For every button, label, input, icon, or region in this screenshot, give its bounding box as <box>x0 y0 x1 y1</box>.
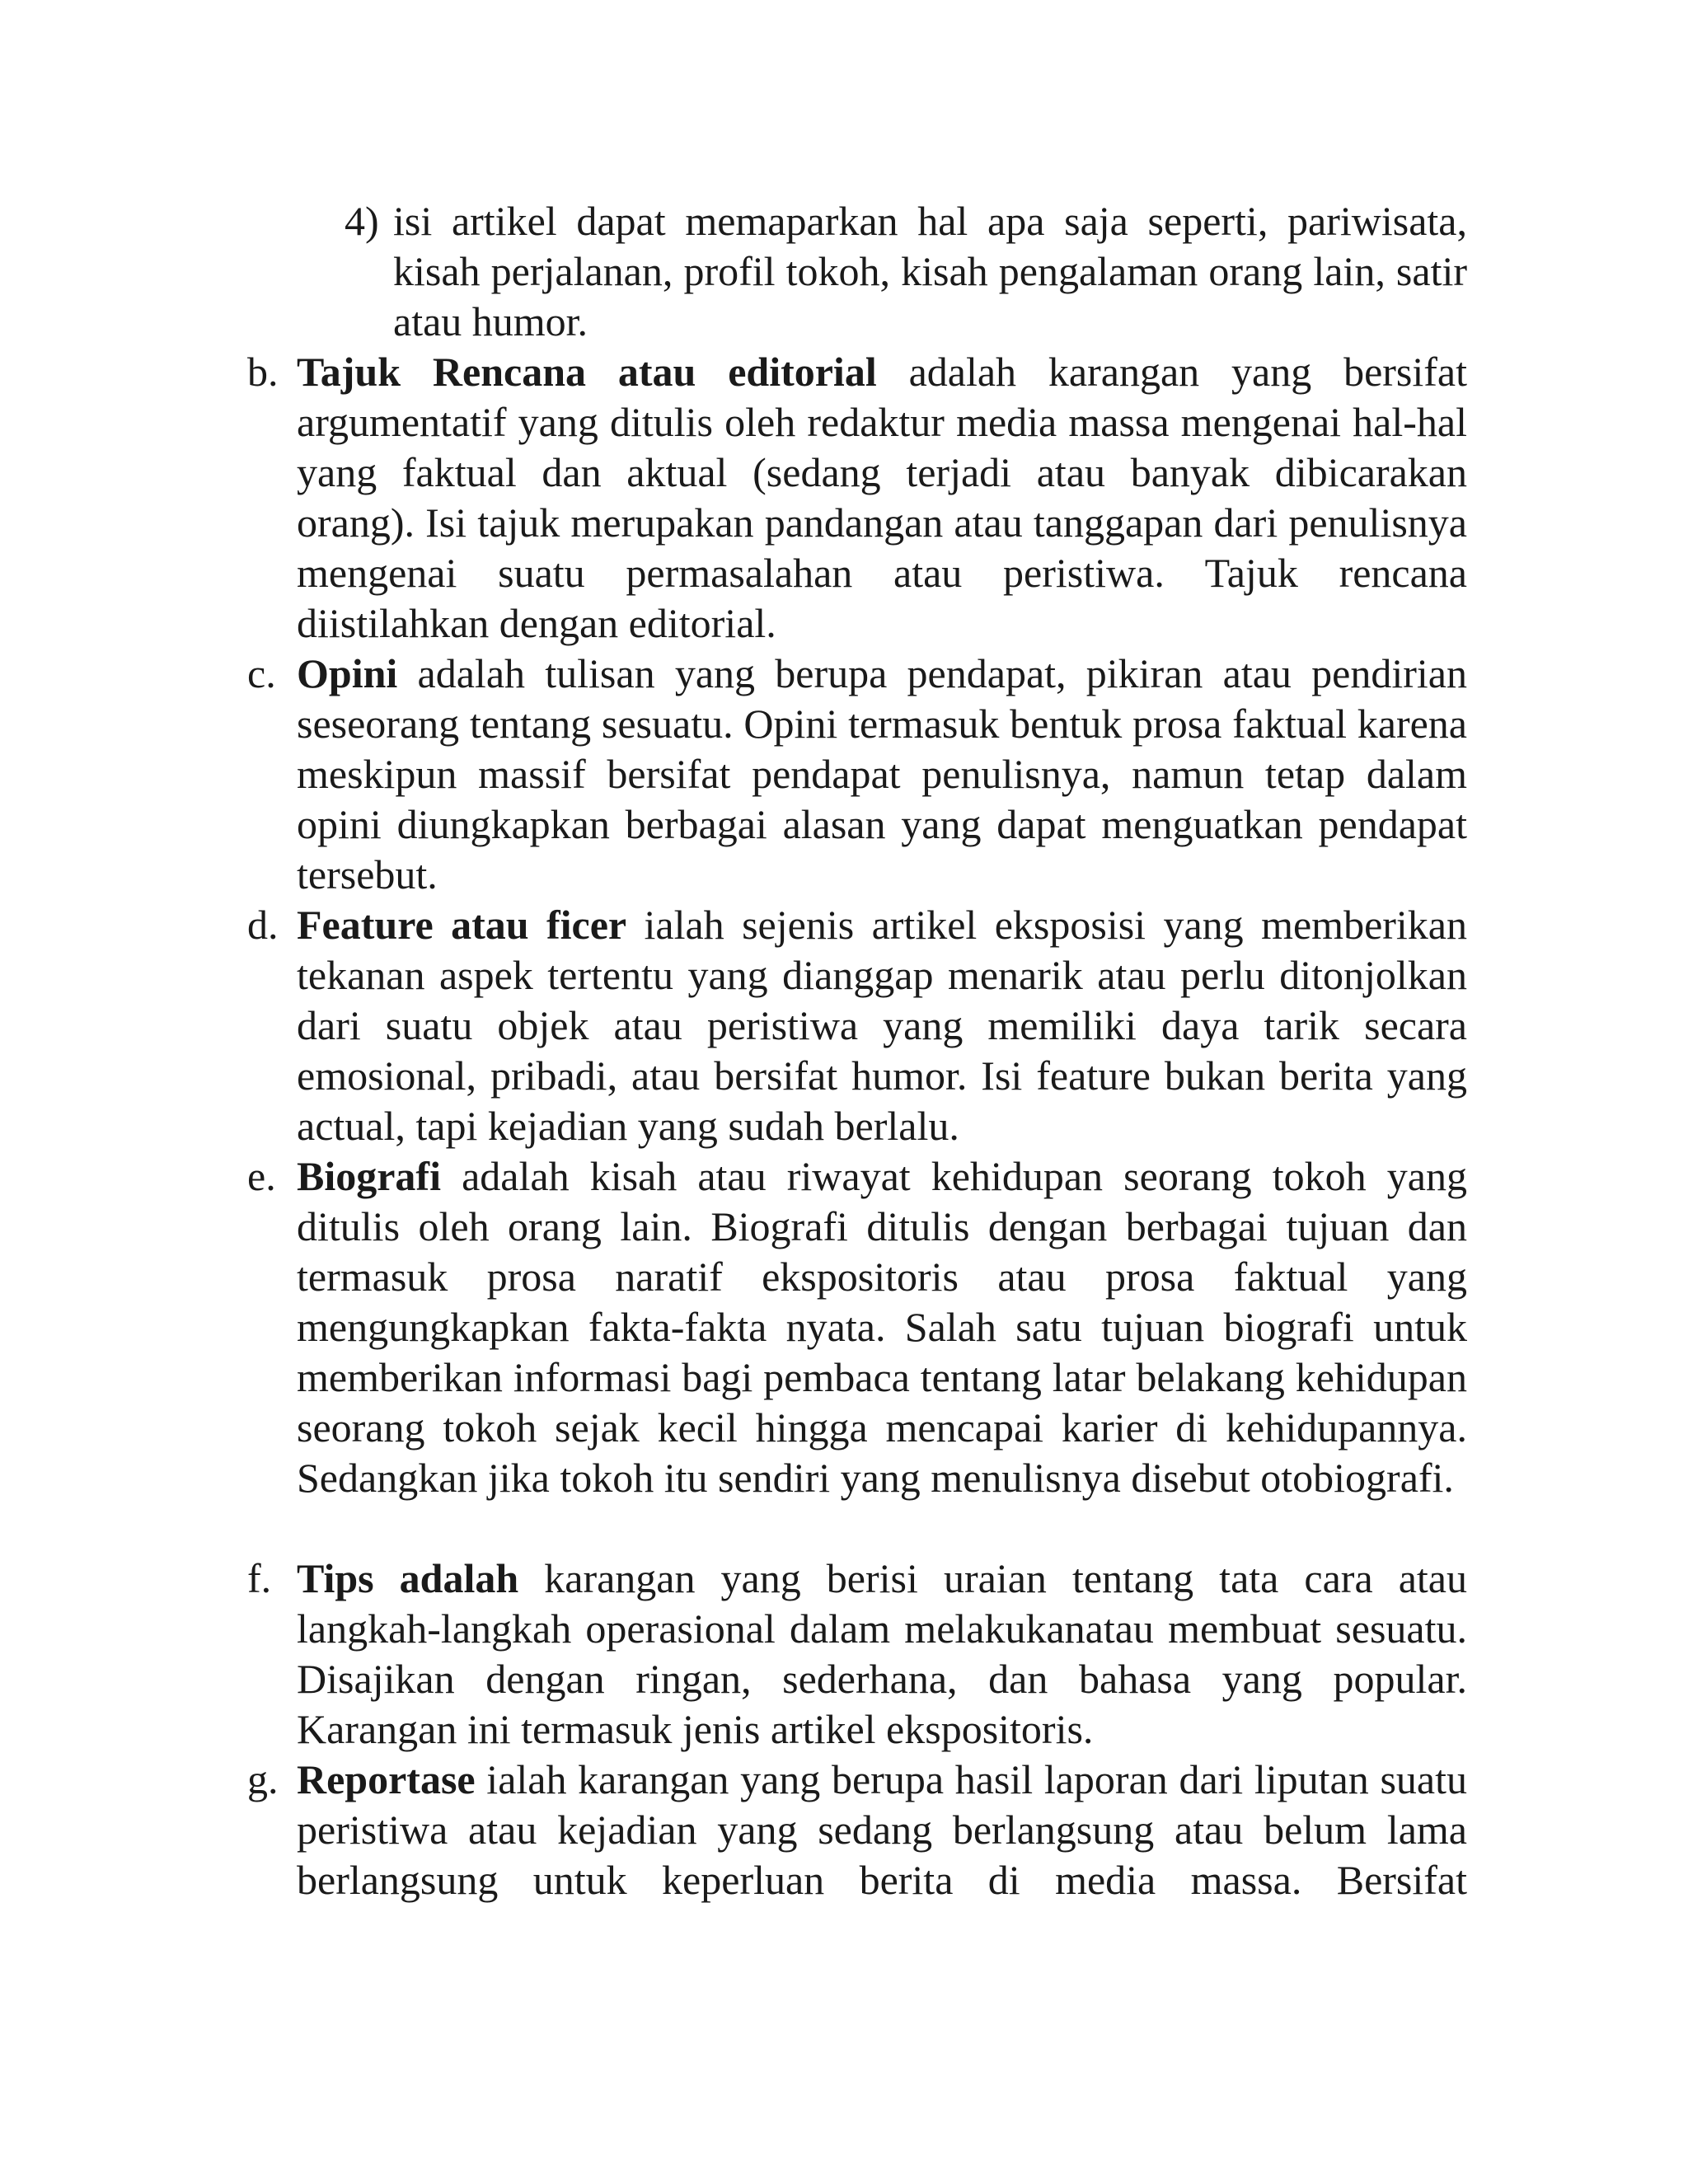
list-item-c-text: adalah tulisan yang berupa pendapat, pikiran atau pendirian seseorang tentang sesuatu. Opini termasuk bentuk prosa faktual karena meskipun massif bersifat pendapat penulisnya, namun tetap dalam opini diungkapkan berbagai alasan yang dapat menguatkan pendapat tersebut. <box>297 650 1467 898</box>
list-marker-d: d. <box>247 902 279 948</box>
list-item-4-text: isi artikel dapat memaparkan hal apa saja seperti, pariwisata, kisah perjalanan, profil tokoh, kisah pengalaman orang lain, satir atau humor. <box>393 198 1467 344</box>
list-marker-c: c. <box>247 650 276 696</box>
list-item-4 <box>393 196 1467 347</box>
list-item-d-text: ialah sejenis artikel eksposisi yang memberikan tekanan aspek tertentu yang dianggap menarik atau perlu ditonjolkan dari suatu objek atau peristiwa yang memiliki daya tarik secara emosional, pribadi, atau bersifat humor. Isi feature bukan berita yang actual, tapi kejadian yang sudah berlalu. <box>297 902 1467 1149</box>
list-item-f-text: karangan yang berisi uraian tentang tata cara atau langkah-langkah operasional dalam melakukanatau membuat sesuatu. Disajikan dengan ringan, sederhana, dan bahasa yang popular. Karangan ini termasuk jenis artikel ekspositoris. <box>297 1555 1467 1752</box>
list-item-e <box>297 1151 1467 1503</box>
list-item-f <box>297 1554 1467 1755</box>
list-marker-f: f. <box>247 1555 272 1601</box>
term-reportase: Reportase <box>297 1756 476 1802</box>
list-marker-e: e. <box>247 1153 276 1199</box>
term-biografi: Biografi <box>297 1153 441 1199</box>
list-item-b <box>297 347 1467 649</box>
term-tips: Tips adalah <box>297 1555 519 1601</box>
list-item-d <box>297 900 1467 1151</box>
list-marker-g: g. <box>247 1756 279 1802</box>
list-item-g <box>297 1755 1467 1905</box>
term-feature: Feature atau ficer <box>297 902 627 948</box>
term-tajuk-rencana: Tajuk Rencana atau editorial <box>297 349 877 395</box>
list-marker-4: 4) <box>345 198 379 244</box>
list-marker-b: b. <box>247 349 279 395</box>
list-item-g-text: ialah karangan yang berupa hasil laporan dari liputan suatu peristiwa atau kejadian yang sedang berlangsung atau belum lama berlangsung untuk keperluan berita di media massa. Bersifat <box>297 1756 1467 1903</box>
list-item-b-text: adalah karangan yang bersifat argumentatif yang ditulis oleh redaktur media massa mengenai hal-hal yang faktual dan aktual (sedang terjadi atau banyak dibicarakan orang). Isi tajuk merupakan pandangan atau tanggapan dari penulisnya mengenai suatu permasalahan atau peristiwa. Tajuk rencana diistilahkan dengan editorial. <box>297 349 1467 646</box>
list-item-e-text: adalah kisah atau riwayat kehidupan seorang tokoh yang ditulis oleh orang lain. Biografi ditulis dengan berbagai tujuan dan termasuk prosa naratif ekspositoris atau prosa faktual yang mengungkapkan fakta-fakta nyata. Salah satu tujuan biografi untuk memberikan informasi bagi pembaca tentang latar belakang kehidupan seorang tokoh sejak kecil hingga mencapai karier di kehidupannya. Sedangkan jika tokoh itu sendiri yang menulisnya disebut otobiografi. <box>297 1153 1467 1501</box>
term-opini: Opini <box>297 650 398 696</box>
list-item-c <box>297 649 1467 900</box>
